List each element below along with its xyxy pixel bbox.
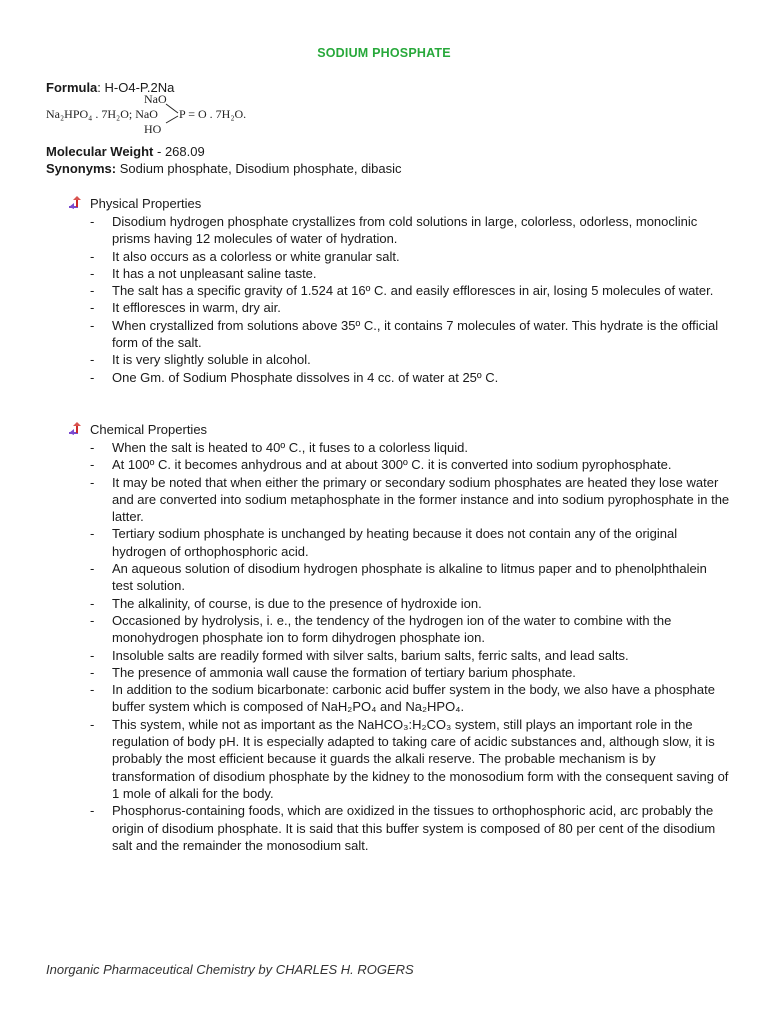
- list-item: [90, 299, 730, 316]
- list-item: [90, 560, 730, 595]
- molecular-weight-label: Molecular Weight: [46, 144, 154, 159]
- list-item-text: Tertiary sodium phosphate is unchanged by heating because it does not contain any of the original hydrogen of orthophosphoric acid.: [112, 526, 678, 559]
- structural-formula: [46, 92, 266, 136]
- list-dash: -: [90, 248, 95, 264]
- list-dash: -: [90, 716, 95, 732]
- list-item: [90, 647, 730, 664]
- structure-left-text: Na₂HPO₄ . 7H₂O; NaO: [46, 107, 158, 121]
- list-dash: -: [90, 440, 95, 455]
- structure-bottom-group: HO: [144, 122, 162, 136]
- list-item-text: When the salt is heated to 40º C., it fuses to a colorless liquid.: [112, 440, 468, 455]
- list-dash: -: [90, 283, 95, 299]
- list-item-text: In addition to the sodium bicarbonate: carbonic acid buffer system in the body, we also have a phosphate buffer system which is composed of NaH₂PO₄ and Na₂HPO₄.: [112, 682, 715, 715]
- chemical-properties-heading: [68, 421, 207, 438]
- physical-properties-heading: [68, 195, 201, 212]
- list-item: [90, 802, 730, 854]
- list-dash: -: [90, 300, 95, 316]
- pushpin-arrow-icon: [68, 196, 84, 210]
- list-item: [90, 317, 730, 352]
- list-dash: -: [90, 214, 95, 229]
- list-item: [90, 595, 730, 612]
- list-item-text: Occasioned by hydrolysis, i. e., the tendency of the hydrogen ion of the water to combine with the monohydrogen phosphate ion to form dihydrogen phosphate ion.: [112, 612, 672, 646]
- structure-top-group: NaO: [144, 92, 167, 106]
- pushpin-arrow-icon: [68, 422, 84, 436]
- page-title: SODIUM PHOSPHATE: [317, 46, 451, 60]
- list-item-text: When crystallized from solutions above 35º C., it contains 7 molecules of water. This hydrate is the official form of the salt.: [112, 317, 719, 351]
- list-dash: -: [90, 317, 95, 333]
- list-item-text: It effloresces in warm, dry air.: [112, 300, 281, 316]
- list-item-text: This system, while not as important as the NaHCO₃:H₂CO₃ system, still plays an important role in the regulation of body pH. It is especially adapted to taking care of acidic substances and, although slow, it is probably the most efficient because it guards the alkali reserve. The probable mechanism is by transformation of disodium phosphate by the kidney to the monosodium form with the consequent saving of 1 mole of alkali for the body.: [112, 716, 729, 801]
- list-item-text: It is very slightly soluble in alcohol.: [112, 352, 311, 368]
- list-item: [90, 612, 730, 647]
- list-item: [90, 265, 730, 282]
- molecular-weight-value: - 268.09: [153, 144, 205, 159]
- list-item-text: An aqueous solution of disodium hydrogen phosphate is alkaline to litmus paper and to phenolphthalein test solution.: [112, 561, 707, 594]
- list-item-text: One Gm. of Sodium Phosphate dissolves in 4 cc. of water at 25º C.: [112, 369, 499, 385]
- list-dash: -: [90, 664, 95, 680]
- formula-value: H-O4-P.2Na: [104, 80, 175, 95]
- list-item: [90, 351, 730, 368]
- list-item: [90, 681, 730, 716]
- list-dash: -: [90, 561, 95, 577]
- list-item: [90, 456, 730, 473]
- chemical-heading-text: Chemical Properties: [90, 422, 208, 437]
- list-item: [90, 474, 730, 526]
- physical-properties-list: [90, 213, 730, 386]
- list-item-text: The salt has a specific gravity of 1.524 at 16º C. and easily effloresces in air, losing 5 molecules of water.: [112, 283, 714, 299]
- list-dash: -: [90, 457, 95, 473]
- list-dash: -: [90, 474, 95, 490]
- list-item-text: It may be noted that when either the primary or secondary sodium phosphates are heated they lose water and are converted into sodium metaphosphate in the former instance and into sodium pyrophosphate in the latter.: [112, 474, 730, 525]
- list-item-text: Phosphorus-containing foods, which are oxidized in the tissues to orthophosphoric acid, arc probably the origin of disodium phosphate. It is said that this buffer system is composed of 80 per cent of the disodium salt and the remainder the monosodium salt.: [112, 803, 716, 853]
- list-item-text: It has a not unpleasant saline taste.: [112, 265, 317, 281]
- list-item: [90, 213, 730, 248]
- list-item: [90, 369, 730, 386]
- molecular-weight-line: [46, 143, 205, 160]
- list-dash: -: [90, 526, 95, 542]
- list-dash: -: [90, 352, 95, 368]
- list-dash: -: [90, 682, 95, 698]
- synonyms-label: Synonyms:: [46, 161, 117, 176]
- list-item-text: Insoluble salts are readily formed with silver salts, barium salts, ferric salts, and lead salts.: [112, 647, 629, 663]
- chemical-properties-list: [90, 439, 730, 854]
- list-item: [90, 439, 730, 456]
- physical-heading-text: Physical Properties: [90, 196, 202, 211]
- list-item: [90, 716, 730, 802]
- list-item-text: At 100º C. it becomes anhydrous and at about 300º C. it is converted into sodium pyrophosphate.: [112, 457, 672, 473]
- formula-label: Formula: [46, 80, 98, 95]
- list-dash: -: [90, 612, 95, 628]
- list-dash: -: [90, 369, 95, 385]
- list-item-text: The presence of ammonia wall cause the formation of tertiary barium phosphate.: [112, 664, 576, 680]
- list-item-text: It also occurs as a colorless or white granular salt.: [112, 248, 400, 264]
- list-dash: -: [90, 595, 95, 611]
- list-item-text: Disodium hydrogen phosphate crystallizes from cold solutions in large, colorless, odorless, monoclinic prisms having 12 molecules of water of hydration.: [112, 214, 698, 247]
- list-item: [90, 248, 730, 265]
- structure-right-text: P = O . 7H₂O.: [179, 107, 247, 121]
- footer-citation: Inorganic Pharmaceutical Chemistry by CHARLES H. ROGERS: [46, 962, 414, 977]
- synonyms-value: Sodium phosphate, Disodium phosphate, dibasic: [116, 161, 402, 176]
- list-item: [90, 664, 730, 681]
- list-dash: -: [90, 803, 95, 819]
- list-item: [90, 525, 730, 560]
- list-dash: -: [90, 647, 95, 663]
- list-dash: -: [90, 265, 95, 281]
- formula-line: Formula: H-O4-P.2Na: [46, 80, 175, 95]
- list-item-text: The alkalinity, of course, is due to the presence of hydroxide ion.: [112, 595, 482, 611]
- list-item: [90, 282, 730, 299]
- synonyms-line: [46, 160, 402, 177]
